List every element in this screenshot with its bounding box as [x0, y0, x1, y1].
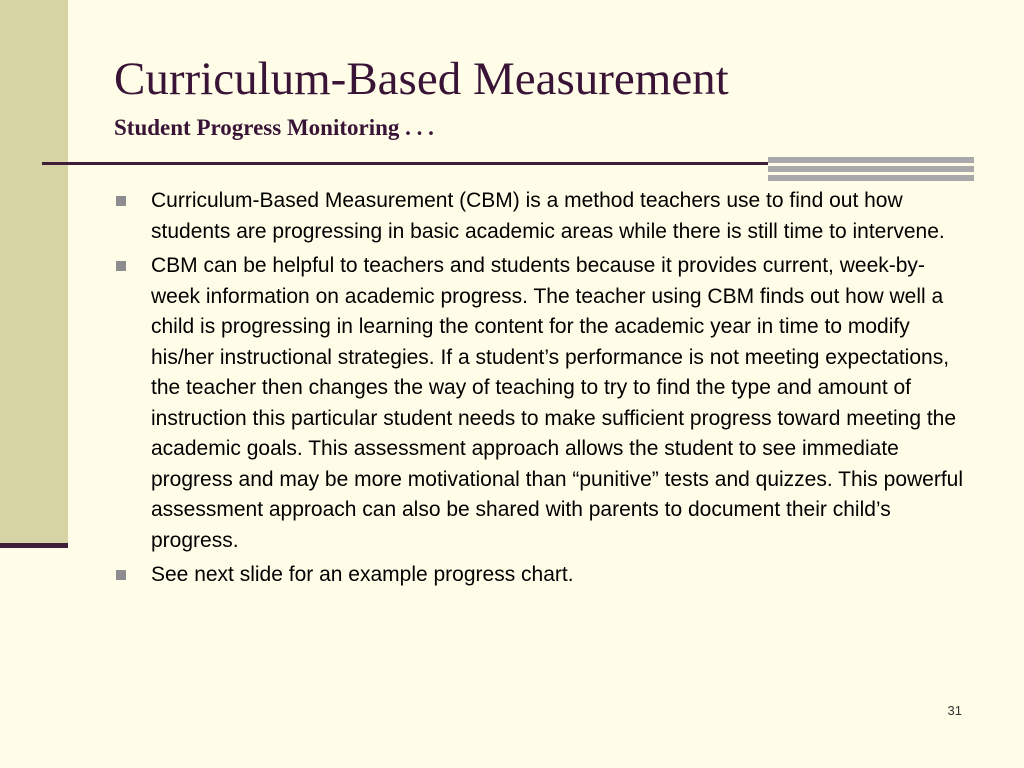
- corner-bar: [768, 175, 974, 181]
- left-decorative-band: [0, 0, 68, 546]
- list-item: [114, 251, 964, 556]
- bullet-list: [114, 186, 964, 595]
- bullet-text: See next slide for an example progress chart.: [151, 563, 574, 586]
- square-bullet-icon: [116, 570, 126, 580]
- title-divider: [42, 162, 768, 165]
- corner-bar: [768, 166, 974, 172]
- slide-subtitle: Student Progress Monitoring . . .: [114, 115, 434, 140]
- left-band-rule: [0, 543, 68, 548]
- slide-number: 31: [947, 703, 962, 718]
- corner-decorative-bars: [768, 157, 974, 181]
- bullet-text: Curriculum-Based Measurement (CBM) is a method teachers use to find out how students are progressing in basic academic areas while there is still time to intervene.: [151, 189, 945, 243]
- corner-bar: [768, 157, 974, 163]
- list-item: [114, 186, 964, 247]
- square-bullet-icon: [116, 196, 126, 206]
- bullet-text: CBM can be helpful to teachers and students because it provides current, week-by-week information on academic progress. The teacher using CBM finds out how well a child is progressing in learning the content for the academic year in time to modify his/her instructional strategies. If a student’s performance is not meeting expectations, the teacher then changes the way of teaching to try to find the type and amount of instruction this particular student needs to make sufficient progress toward meeting the academic goals. This assessment approach allows the student to see immediate progress and may be more motivational than “punitive” tests and quizzes. This powerful assessment approach can also be shared with parents to document their child’s progress.: [151, 254, 964, 552]
- list-item: [114, 560, 964, 591]
- square-bullet-icon: [116, 261, 126, 271]
- slide-title: Curriculum-Based Measurement: [114, 53, 729, 105]
